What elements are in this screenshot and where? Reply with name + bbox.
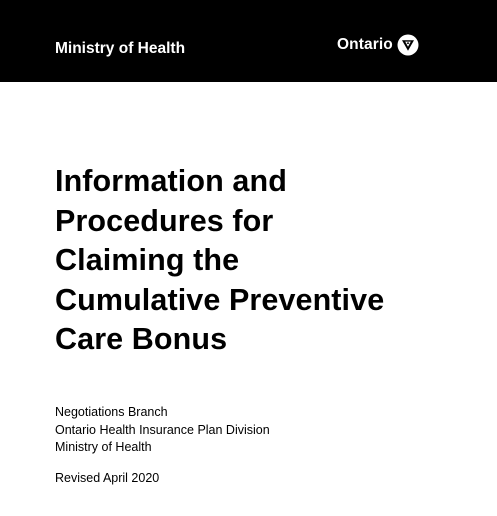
ministry-footer-name: Ministry of Health [55, 440, 152, 454]
trillium-logo-icon [397, 34, 419, 56]
title-line: Cumulative Preventive [55, 282, 385, 317]
ontario-wordmark: Ontario [337, 36, 393, 53]
header-banner [0, 0, 497, 82]
branch-name: Negotiations Branch [55, 405, 168, 419]
title-line: Procedures for [55, 203, 274, 238]
author-block [55, 404, 270, 457]
ontario-logo [337, 34, 419, 56]
title-line: Care Bonus [55, 322, 228, 356]
title-line: Information and [55, 164, 287, 198]
revision-date: Revised April 2020 [55, 471, 160, 485]
document-title [55, 162, 485, 360]
title-line: Claiming the [55, 243, 240, 277]
ministry-name: Ministry of Health [55, 40, 186, 57]
division-name: Ontario Health Insurance Plan Division [55, 422, 270, 437]
